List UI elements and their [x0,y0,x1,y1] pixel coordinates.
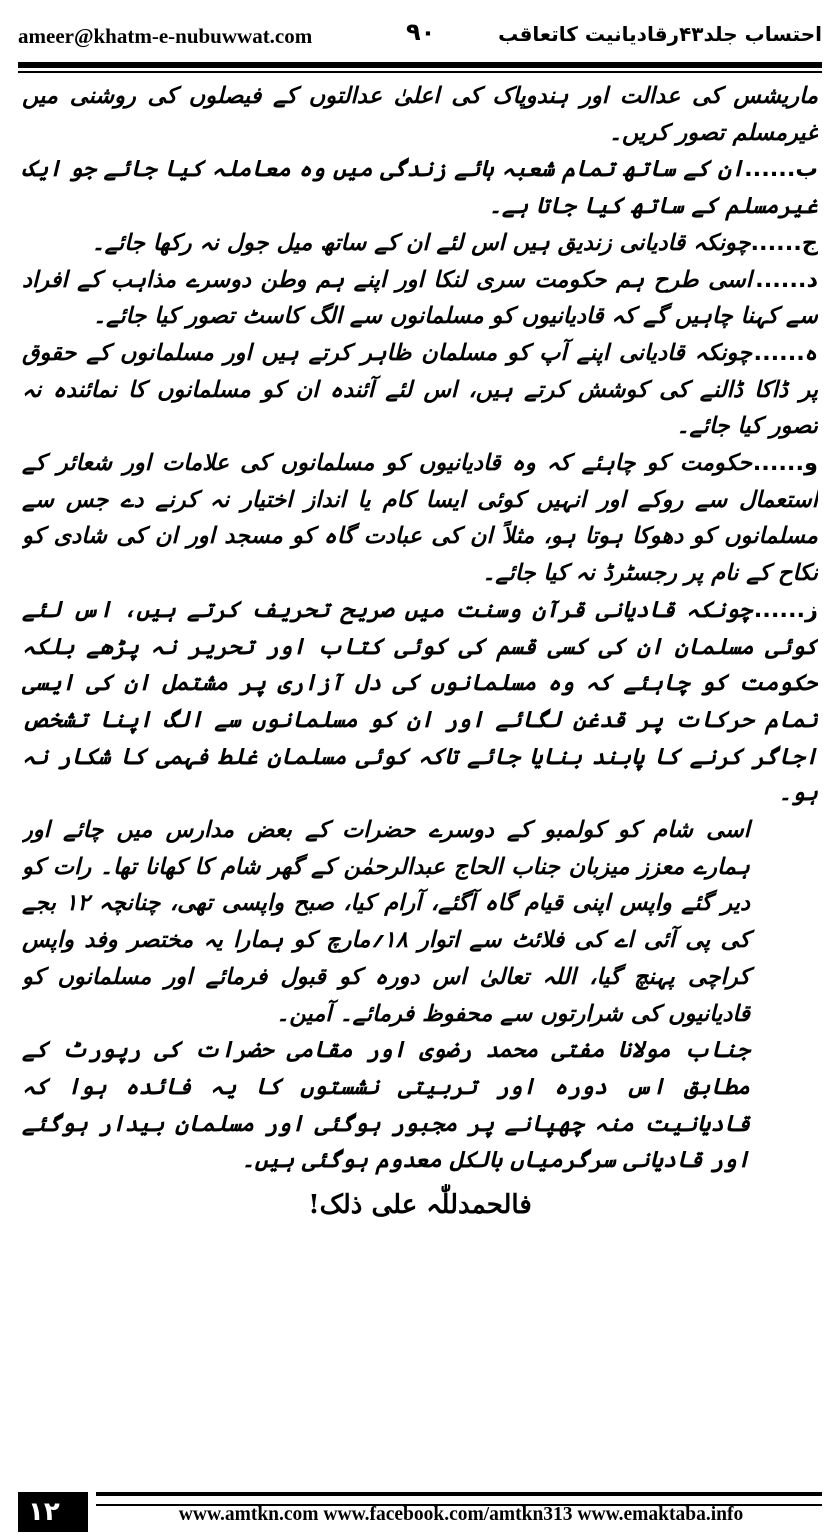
paragraph-item-h [22,335,818,445]
paragraph-text: اسی شام کو کولمبو کے دوسرے حضرات کے بعض مدارس میں چائے اور ہمارے معزز میزبان جناب الحاج عبدالرحمٰن کے گھر شام کا کھانا تھا۔ رات کو دیر گئے واپس اپنی قیام گاہ آگئے، آرام کیا، صبح واپسی تھی، چنانچہ ۱۲ بجے کی پی آئی اے کی فلائٹ سے اتوار ۱۸؍مارچ کو ہمارا یہ مختصر وفد واپس کراچی پہنچ گیا، اللہ تعالیٰ اس دورہ کو قبول فرمائے اور مسلمانوں کو قادیانیوں کی شرارتوں سے محفوظ فرمائے۔ آمین۔ [22,817,750,1027]
paragraph-text: چونکہ قادیانی زندیق ہیں اس لئے ان کے ساتھ میل جول نہ رکھا جائے۔ [91,229,751,256]
closing-line: فالحمدللّٰہ علی ذلک! [308,1190,532,1221]
page-footer [18,1492,822,1532]
item-label: د...... [755,266,818,293]
item-label: ج...... [750,229,818,256]
paragraph-text: جناب مولانا مفتی محمد رضوی اور مقامی حضرات کی رپورٹ کے مطابق اس دورہ اور تربیتی نشستوں کا یہ فائدہ ہوا کہ قادیانیت منہ چھپانے پر مجبور ہوگئی اور مسلمان بیدار ہوگئے اور قادیانی سرگرمیاں بالکل معدوم ہوگئی ہیں۔ [22,1037,750,1174]
header-title: احتساب جلد۴۳رقادیانیت کاتعاقب [498,22,822,46]
paragraph-item-z [22,592,818,812]
item-label: ب...... [744,156,818,183]
paragraph-report [22,1032,818,1179]
paragraph-item-b [22,151,818,224]
item-label: ز...... [753,596,818,623]
page-header [18,18,822,58]
footer-page-number: ۱۲ [18,1492,88,1532]
paragraph-narrative [22,812,818,1032]
header-email: ameer@khatm-e-nubuwwat.com [18,24,313,48]
paragraph-text: اسی طرح ہم حکومت سری لنکا اور اپنے ہم وطن دوسرے مذاہب کے افراد سے کہنا چاہیں گے کہ قادیانیوں کو مسلمانوں سے الگ کاسٹ تصور کیا جائے۔ [22,266,818,330]
paragraph-0 [22,78,818,151]
paragraph-item-w [22,445,818,592]
paragraph-item-j [22,225,818,262]
footer-links: www.amtkn.com www.facebook.com/amtkn313 www.emaktaba.info [178,1504,744,1525]
paragraph-text: چونکہ قادیانی قرآن وسنت میں صریح تحریف کرتے ہیں، اس لئے کوئی مسلمان ان کی کسی قسم کی کوئی کتاب اور تحریر نہ پڑھے بلکہ حکومت کو چاہئے کہ وہ مسلمانوں کی دل آزاری پر مشتمل ان کی ایسی تمام حرکات پر قدغن لگائے اور ان کو مسلمانوں سے الگ اپنا تشخص اجاگر کرنے کا پابند بنایا جائے تاکہ کوئی مسلمان غلط فہمی کا شکار نہ ہو۔ [22,596,818,807]
paragraph-text: ماریشس کی عدالت اور ہندوپاک کی اعلیٰ عدالتوں کے فیصلوں کی روشنی میں غیرمسلم تصور کریں۔ [22,83,818,146]
paragraph-text: ان کے ساتھ تمام شعبہ ہائے زندگی میں وہ معاملہ کیا جائے جو ایک غیرمسلم کے ساتھ کیا جاتا ہے۔ [22,156,818,220]
paragraph-text: چونکہ قادیانی اپنے آپ کو مسلمان ظاہر کرتے ہیں اور مسلمانوں کے حقوق پر ڈاکا ڈالنے کی کوشش کرتے ہیں، اس لئے آئندہ ان کو مسلمانوں کا نمائندہ نہ تصور کیا جائے۔ [22,339,818,440]
item-label: و...... [752,450,818,477]
main-text [22,78,818,1458]
paragraph-text: حکومت کو چاہئے کہ وہ قادیانیوں کو مسلمانوں کی علامات اور شعائر کے استعمال سے روکے اور انہیں کوئی ایسا کام یا انداز اختیار نہ کرنے دے جس سے مسلمانوں کو دھوکا ہوتا ہو، مثلاً ان کی عبادت گاہ کو مسجد اور ان کی شادی کو نکاح کے نام پر رجسٹرڈ نہ کیا جائے۔ [22,450,818,587]
item-label: ہ...... [753,339,818,366]
header-rule-thin [18,71,822,73]
header-page-number: ۹۰ [406,18,436,46]
paragraph-item-d [22,262,818,335]
header-rule-thick [18,62,822,68]
